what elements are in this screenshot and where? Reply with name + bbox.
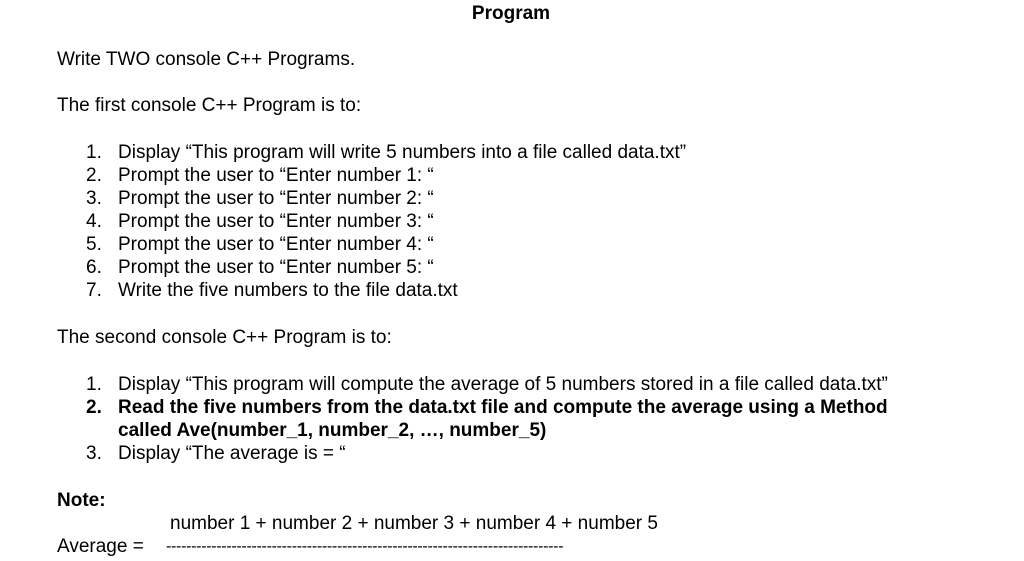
step-number: 1.	[86, 142, 102, 163]
step-number: 3.	[86, 188, 102, 209]
list-item	[0, 187, 686, 210]
step-text: Display “This program will compute the average of 5 numbers stored in a file called data.txt”	[118, 374, 888, 395]
document-title: Program	[471, 3, 551, 24]
step-number: 6.	[86, 257, 102, 278]
step-text: Read the five numbers from the data.txt file and compute the average using a Method	[118, 397, 888, 418]
list-item	[0, 233, 686, 256]
intro-text: Write TWO console C++ Programs.	[57, 49, 356, 70]
step-text: Prompt the user to “Enter number 5: “	[118, 257, 434, 278]
list-item	[0, 442, 888, 465]
step-number: 2.	[86, 397, 102, 418]
step-number: 4.	[86, 211, 102, 232]
step-text: Display “The average is = “	[118, 443, 346, 464]
step-text: Display “This program will write 5 numbers into a file called data.txt”	[118, 142, 687, 163]
fraction-bar: -------------------------------------------------------------------------------	[166, 538, 564, 555]
note-label: Note:	[57, 490, 106, 511]
step-text: Prompt the user to “Enter number 4: “	[118, 234, 434, 255]
step-text: Prompt the user to “Enter number 1: “	[118, 165, 434, 186]
list-item	[0, 256, 686, 279]
step-number: 1.	[86, 374, 102, 395]
step-number: 2.	[86, 165, 102, 186]
list-item	[0, 373, 888, 396]
average-label: Average =	[57, 536, 144, 557]
list-item-continuation	[0, 419, 888, 442]
step-text-continuation: called Ave(number_1, number_2, …, number_5)	[118, 420, 547, 441]
step-number: 5.	[86, 234, 102, 255]
list-item	[0, 210, 686, 233]
list-item	[0, 141, 686, 164]
list-item	[0, 396, 888, 419]
step-text: Write the five numbers to the file data.txt	[118, 280, 458, 301]
step-text: Prompt the user to “Enter number 3: “	[118, 211, 434, 232]
step-number: 3.	[86, 443, 102, 464]
list-item	[0, 279, 686, 302]
first-program-steps	[0, 141, 686, 302]
list-item	[0, 164, 686, 187]
second-program-heading: The second console C++ Program is to:	[57, 327, 392, 348]
first-program-heading: The first console C++ Program is to:	[57, 95, 362, 116]
step-number: 7.	[86, 280, 102, 301]
formula-numerator: number 1 + number 2 + number 3 + number 4 + number 5	[170, 513, 658, 534]
step-text: Prompt the user to “Enter number 2: “	[118, 188, 434, 209]
second-program-steps	[0, 373, 888, 465]
